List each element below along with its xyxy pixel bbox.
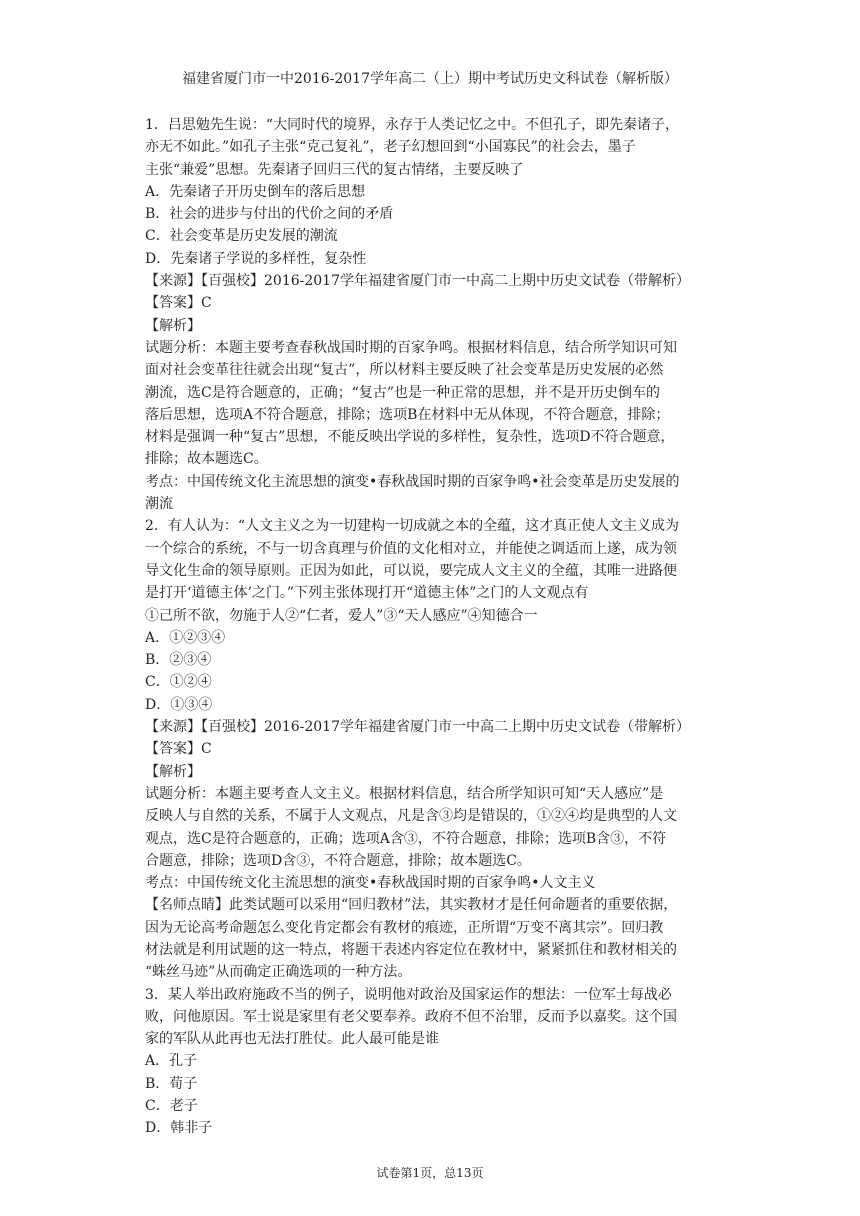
- text-line: D．韩非子: [145, 1120, 213, 1137]
- text-line: 试题分析：本题主要考查人文主义。根据材料信息，结合所学知识可知“天人感应”是: [145, 785, 664, 802]
- text-line: C．老子: [145, 1098, 198, 1115]
- text-line: D．先秦诸子学说的多样性，复杂性: [145, 250, 367, 267]
- text-line: 面对社会变革往往就会出现“复古”，所以材料主要反映了社会变革是历史发展的必然: [145, 362, 664, 379]
- text-line: 试题分析：本题主要考查春秋战国时期的百家争鸣。根据材料信息，结合所学知识可知: [145, 339, 677, 356]
- text-line: 【答案】C: [145, 741, 212, 758]
- text-line: 落后思想，选项A不符合题意，排除；选项B在材料中无从体现，不符合题意，排除；: [145, 406, 670, 423]
- text-line: 材料是强调一种“复古”思想，不能反映出学说的多样性，复杂性，选项D不符合题意，: [145, 429, 675, 446]
- text-line: 3．某人举出政府施政不当的例子，说明他对政治及国家运作的想法：一位军士每战必: [145, 986, 672, 1003]
- text-line: 潮流，选C是符合题意的，正确；“复古”也是一种正常的思想，并不是开历史倒车的: [145, 384, 661, 401]
- text-line: “蛛丝马迹”从而确定正确选项的一种方法。: [145, 964, 412, 981]
- text-line: ①己所不欲，勿施于人②“仁者，爱人”③“天人感应”④知德合一: [145, 607, 538, 624]
- text-line: C．社会变革是历史发展的潮流: [145, 228, 338, 245]
- text-line: 2．有人认为：“人文主义之为一切建构一切成就之本的全蕴，这才真正使人文主义成为: [145, 518, 680, 535]
- text-line: 因为无论高考命题怎么变化肯定都会有教材的痕迹，正所谓“万变不离其宗”。回归教: [145, 919, 664, 936]
- text-line: 【来源】【百强校】2016-2017学年福建省厦门市一中高二上期中历史文试卷（带解析）: [145, 719, 690, 736]
- text-line: 导文化生命的领导原则。正因为如此，可以说，要完成人文主义的全蕴，其唯一进路便: [145, 562, 677, 579]
- text-line: 家的军队从此再也无法打胜仗。此人最可能是谁: [145, 1031, 439, 1048]
- text-line: 考点：中国传统文化主流思想的演变•春秋战国时期的百家争鸣•社会变革是历史发展的: [145, 473, 680, 490]
- text-line: A．先秦诸子开历史倒车的落后思想: [145, 183, 366, 200]
- text-line: 考点：中国传统文化主流思想的演变•春秋战国时期的百家争鸣•人文主义: [145, 875, 596, 892]
- text-line: A．孔子: [145, 1053, 198, 1070]
- text-line: C．①②④: [145, 674, 212, 691]
- document-title: 福建省厦门市一中2016-2017学年高二（上）期中考试历史文科试卷（解析版）: [182, 71, 678, 87]
- text-line: 败，问他原因。军士说是家里有老父要奉养。政府不但不治罪，反而予以嘉奖。这个国: [145, 1008, 677, 1025]
- page-footer: 试卷第1页，总13页: [376, 1166, 484, 1180]
- text-line: 材法就是利用试题的这一特点，将题干表述内容定位在教材中，紧紧抓住和教材相关的: [145, 941, 677, 958]
- text-line: 是打开‘道德主体’之门。”下列主张体现打开“道德主体”之门的人文观点有: [145, 585, 589, 602]
- text-line: 【解析】: [145, 763, 201, 780]
- text-line: 主张“兼爱”思想。先秦诸子回归三代的复古情绪，主要反映了: [145, 161, 524, 178]
- text-line: 【解析】: [145, 317, 201, 334]
- text-line: B．荀子: [145, 1075, 198, 1092]
- text-line: 【来源】【百强校】2016-2017学年福建省厦门市一中高二上期中历史文试卷（带解析）: [145, 273, 690, 290]
- text-line: 【答案】C: [145, 295, 212, 312]
- text-line: 一个综合的系统，不与一切含真理与价值的文化相对立，并能使之调适而上遂，成为领: [145, 540, 677, 557]
- text-line: 排除；故本题选C。: [145, 451, 268, 468]
- text-line: A．①②③④: [145, 629, 226, 646]
- text-line: D．①③④: [145, 696, 213, 713]
- text-line: 合题意，排除；选项D含③，不符合题意，排除；故本题选C。: [145, 852, 531, 869]
- text-line: B．②③④: [145, 652, 212, 669]
- text-line: 【名师点睛】此类试题可以采用“回归教材”法，其实教材才是任何命题者的重要依据，: [145, 897, 678, 914]
- text-line: 1．吕思勉先生说：“大同时代的境界，永存于人类记忆之中。不但孔子，即先秦诸子，: [145, 117, 680, 133]
- text-line: B．社会的进步与付出的代价之间的矛盾: [145, 206, 394, 223]
- text-line: 亦无不如此。”如孔子主张“克己复礼”，老子幻想回到“小国寡民”的社会去，墨子: [145, 139, 636, 156]
- text-line: 观点，选C是符合题意的，正确；选项A含③，不符合题意，排除；选项B含③，不符: [145, 830, 667, 847]
- text-line: 潮流: [145, 496, 173, 513]
- document-body: [145, 114, 717, 1140]
- text-line: 反映人与自然的关系，不属于人文观点，凡是含③均是错误的，①②④均是典型的人文: [145, 808, 677, 825]
